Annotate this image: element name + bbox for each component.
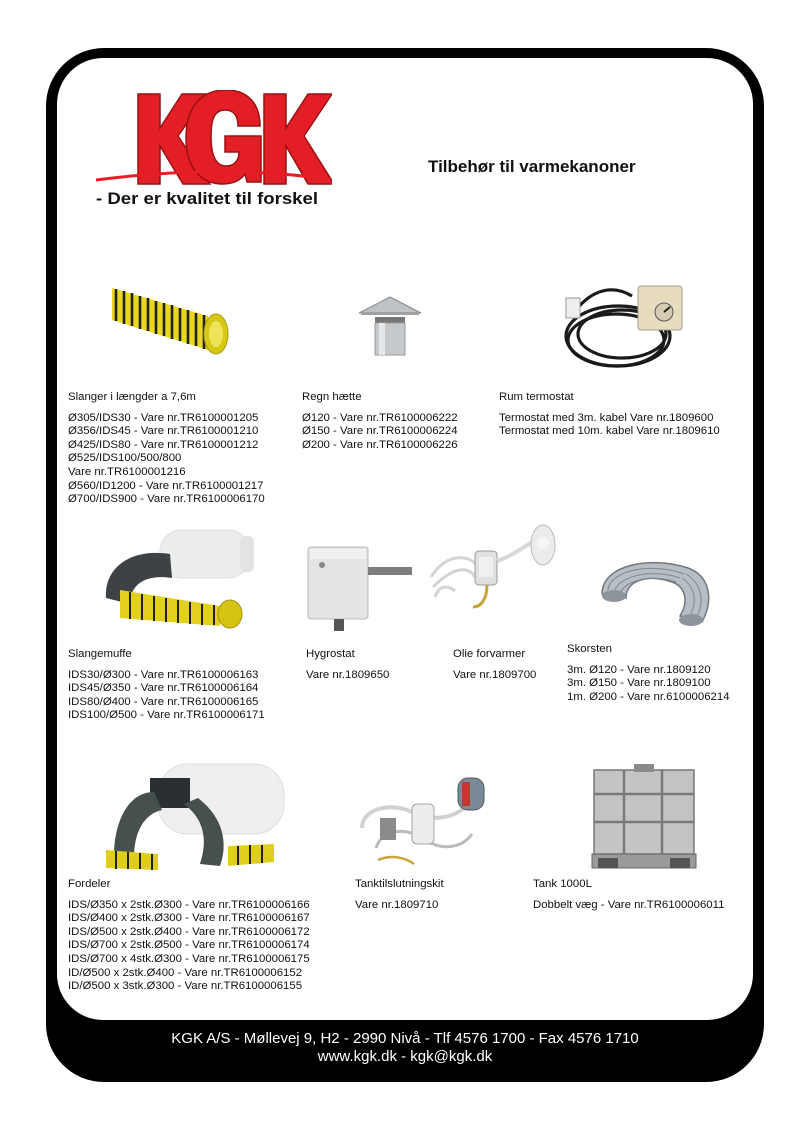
- product-name: Skorsten: [567, 643, 612, 655]
- product-line: 1m. Ø200 - Vare nr.6100006214: [567, 690, 730, 703]
- product-line: Ø150 - Vare nr.TR6100006224: [302, 425, 458, 438]
- product-name: Tanktilslutningskit: [355, 878, 444, 890]
- tank-connection-kit-image: [352, 768, 492, 874]
- hose-connector-image: [100, 518, 260, 630]
- kgk-logo: [92, 90, 332, 212]
- product-line: IDS/Ø500 x 2stk.Ø400 - Vare nr.TR6100006172: [68, 925, 310, 938]
- product-fordeler: [68, 878, 310, 994]
- product-regn-haette: [302, 391, 458, 452]
- product-line: IDS30/Ø300 - Vare nr.TR6100006163: [68, 668, 259, 681]
- product-line: IDS45/Ø350 - Vare nr.TR6100006164: [68, 682, 259, 695]
- product-name: Rum termostat: [499, 391, 574, 403]
- product-tanktilslutningskit: [355, 878, 444, 912]
- page-title: Tilbehør til varmekanoner: [428, 157, 636, 176]
- chimney-pipe-image: [592, 550, 720, 634]
- product-hygrostat: [306, 648, 389, 682]
- hose-image: [108, 280, 232, 360]
- product-line: 3m. Ø120 - Vare nr.1809120: [567, 663, 711, 676]
- product-name: Olie forvarmer: [453, 648, 526, 660]
- product-line: Dobbelt væg - Vare nr.TR6100006011: [533, 898, 725, 911]
- rain-cap-image: [357, 295, 423, 357]
- product-skorsten: [567, 643, 730, 704]
- product-line: Ø425/IDS80 - Vare nr.TR6100001212: [68, 438, 259, 451]
- footer-contact: www.kgk.dk - kgk@kgk.dk: [317, 1048, 493, 1065]
- product-line: Termostat med 3m. kabel Vare nr.1809600: [499, 411, 714, 424]
- product-slanger: [68, 391, 265, 507]
- product-olie-forvarmer: [453, 648, 536, 682]
- oil-preheater-image: [425, 515, 563, 615]
- product-line: IDS/Ø700 x 2stk.Ø500 - Vare nr.TR6100006174: [68, 939, 310, 952]
- product-line: Termostat med 10m. kabel Vare nr.1809610: [499, 425, 720, 438]
- product-rum-termostat: [499, 391, 720, 439]
- logo-tagline: - Der er kvalitet til forskel: [96, 189, 318, 208]
- product-line: Vare nr.1809710: [355, 898, 439, 911]
- product-line: Vare nr.1809650: [306, 668, 390, 681]
- room-thermostat-image: [562, 276, 690, 374]
- product-tank: [533, 878, 724, 912]
- footer-address: KGK A/S - Møllevej 9, H2 - 2990 Nivå - Tlf 4576 1700 - Fax 4576 1710: [171, 1030, 639, 1047]
- product-line: ID/Ø500 x 2stk.Ø400 - Vare nr.TR6100006152: [68, 966, 303, 979]
- product-line: Ø700/IDS900 - Vare nr.TR6100006170: [68, 493, 265, 506]
- product-line: IDS/Ø350 x 2stk.Ø300 - Vare nr.TR6100006166: [68, 898, 310, 911]
- product-line: Ø120 - Vare nr.TR6100006222: [302, 411, 458, 424]
- footer: [46, 1030, 764, 1066]
- product-line: Ø356/IDS45 - Vare nr.TR6100001210: [68, 425, 259, 438]
- product-line: 3m. Ø150 - Vare nr.1809100: [567, 677, 711, 690]
- distributor-image: [88, 752, 288, 874]
- product-name: Fordeler: [68, 878, 111, 890]
- product-line: IDS80/Ø400 - Vare nr.TR6100006165: [68, 695, 259, 708]
- product-name: Tank 1000L: [533, 878, 592, 890]
- product-line: Ø560/ID1200 - Vare nr.TR6100001217: [68, 479, 264, 492]
- product-name: Hygrostat: [306, 648, 355, 660]
- product-line: ID/Ø500 x 3stk.Ø300 - Vare nr.TR6100006155: [68, 980, 303, 993]
- product-line: Vare nr.1809700: [453, 668, 537, 681]
- product-line: Ø525/IDS100/500/800: [68, 452, 182, 465]
- hygrostat-image: [306, 545, 414, 633]
- product-line: IDS/Ø700 x 4stk.Ø300 - Vare nr.TR6100006175: [68, 952, 310, 965]
- product-name: Regn hætte: [302, 391, 362, 403]
- product-line: Vare nr.TR6100001216: [68, 465, 186, 478]
- product-slangemuffe: [68, 648, 265, 723]
- logo-letters: [138, 90, 332, 184]
- product-line: Ø200 - Vare nr.TR6100006226: [302, 438, 458, 451]
- product-name: Slanger i længder a 7,6m: [68, 391, 196, 403]
- product-name: Slangemuffe: [68, 648, 132, 660]
- product-line: Ø305/IDS30 - Vare nr.TR6100001205: [68, 411, 259, 424]
- product-line: IDS/Ø400 x 2stk.Ø300 - Vare nr.TR6100006167: [68, 912, 310, 925]
- tank-image: [590, 764, 698, 872]
- product-line: IDS100/Ø500 - Vare nr.TR6100006171: [68, 709, 265, 722]
